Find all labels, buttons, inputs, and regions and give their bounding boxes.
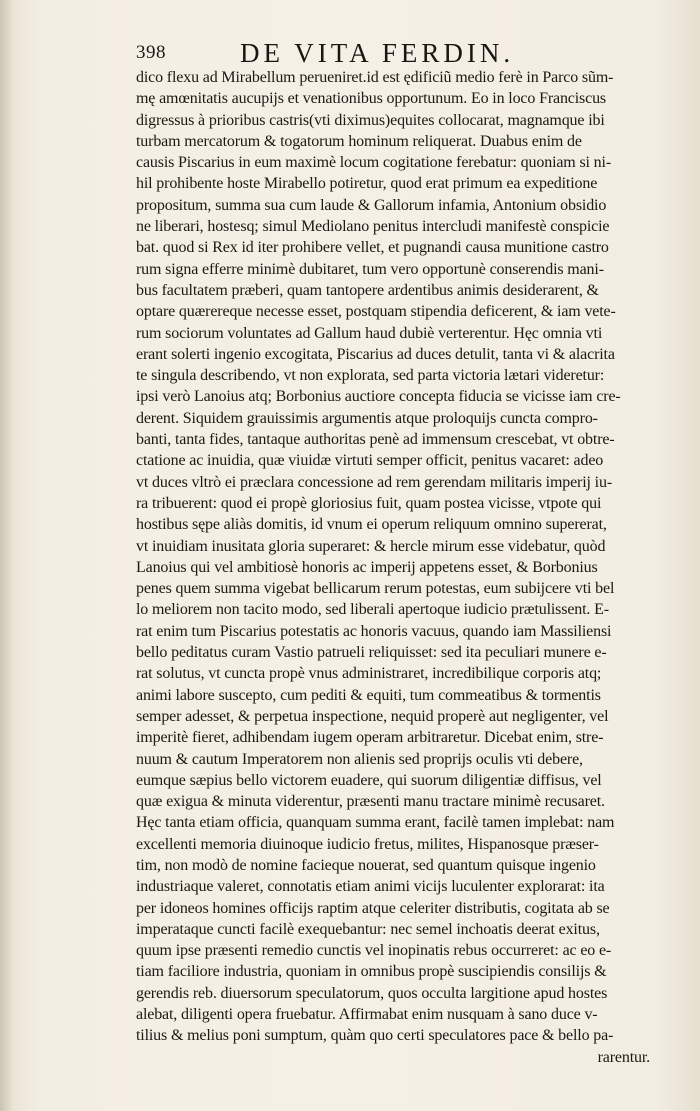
text-line: bello peditatus curam Vastio patrueli reliquisset: sed ita peculiari munere e-: [136, 644, 607, 662]
text-line: gerendis reb. diuersorum speculatorum, quos occulta largitione apud hostes: [136, 984, 608, 1002]
text-line: hil prohibente hoste Mirabello potiretur, quod erat primum ea expeditione: [136, 175, 598, 193]
text-line: tiam faciliore industria, quoniam in omnibus propè suscipiendis consilijs &: [136, 963, 607, 981]
gutter-shadow: [0, 0, 14, 1111]
text-line: rum sociorum voluntates ad Gallum haud dubiè verterentur. Hęc omnia vti: [136, 324, 603, 342]
text-line: rat enim tum Piscarius potestatis ac honoris vacuus, quando iam Massiliensi: [136, 622, 612, 640]
text-line: dico flexu ad Mirabellum perueniret.id est ędificiũ medio ferè in Parco sũm-: [136, 69, 614, 86]
text-line: Lanoius qui vel ambitiosè honoris ac imperij appetens esset, & Borbonius: [136, 558, 598, 576]
text-line: propositum, summa sua cum laude & Gallorum infamia, Antonium obsidio: [136, 196, 607, 214]
text-line: ipsi verò Lanoius atq; Borbonius auctiore concepta fiducia se vicisse iam cre-: [136, 388, 621, 406]
text-line: nuum & cautum Imperatorem non alienis sed proprijs oculis vti debere,: [136, 750, 583, 768]
text-line: tim, non modò de nomine facieque nouerat, sed quantum quisque ingenio: [136, 856, 596, 874]
text-line: rum signa efferre minimè dubitaret, tum vero opportunè conserendis mani-: [136, 260, 604, 278]
text-line: ctatione ac inuidia, quæ viuidæ virtuti semper officit, penitus vacaret: adeo: [136, 452, 604, 470]
text-line: semper adesset, & perpetua inspectione, nequid properè aut negligenter, vel: [136, 707, 609, 725]
text-line: rat solutus, vt cuncta propè vnus administraret, incredibilique corporis atq;: [136, 665, 602, 683]
body-text: [136, 67, 656, 1068]
text-line: animi labore suscepto, cum pediti & equiti, tum commeatibus & tormentis: [136, 686, 601, 704]
text-line: mę amœnitatis aucupijs et venationibus opportunum. Eo in loco Franciscus: [136, 90, 607, 108]
text-line: Hęc tanta etiam officia, quanquam summa erant, facilè tamen implebat: nam: [136, 814, 615, 832]
text-line: excellenti memoria diuinoque iudicio fretus, milites, Hispanosque præser-: [136, 835, 599, 853]
running-head: DE VITA FERDIN.: [240, 38, 515, 68]
text-line: industriaque valeret, connotatis etiam animi vicijs luculenter explorarat: ita: [136, 878, 605, 896]
text-line: hostibus sępe aliàs domitis, id vnum ei operum reliquum omnino supererat,: [136, 516, 607, 534]
text-line: quum ipse præsenti remedio cunctis vel inopinatis rebus occurreret: ac eo e-: [136, 942, 612, 960]
text-line-last: rarentur.: [597, 1048, 650, 1066]
text-line: quæ exigua & minuta viderentur, præsenti manu tractare minimè recusaret.: [136, 793, 605, 811]
text-line: penes quem summa vigebat bellicarum rerum potestas, eum subijcere vti bel: [136, 580, 615, 598]
text-line: turbam mercatorum & togatorum hominum reliquerat. Duabus enim de: [136, 132, 582, 150]
text-line: bat. quod si Rex id iter prohibere vellet, et pugnandi causa munitione castro: [136, 239, 609, 257]
page-number: 398: [136, 42, 166, 63]
text-line: erant solerti ingenio excogitata, Piscarius ad duces detulit, tanta vi & alacrita: [136, 345, 615, 363]
text-line: eumque sæpius bello victorem euadere, qui suorum diligentiæ diffisus, vel: [136, 771, 602, 789]
text-line: lo meliorem non tacito modo, sed liberali apertoque iudicio prætulissent. E-: [136, 601, 609, 619]
text-line: bus facultatem præberi, quam tantopere ardentibus animis desiderarent, &: [136, 281, 599, 299]
text-line: alebat, diligenti opera fruebatur. Affirmabat enim nusquam à sano duce v-: [136, 1006, 598, 1024]
text-line: imperataque cuncti facilè exequebantur: nec semel inchoatis deerat exitus,: [136, 920, 600, 938]
text-line: vt duces vltrò ei præclara concessione ad rem gerendam militaris imperij iu-: [136, 473, 612, 491]
text-line: causis Piscarius in eum maximè locum cogitatione ferebatur: quoniam si ni-: [136, 154, 612, 172]
text-line: digressus à prioribus castris(vti diximus)equites collocarat, magnamque ibi: [136, 111, 605, 129]
text-line: derent. Siquidem grauissimis argumentis atque proloquijs cuncta compro-: [136, 409, 598, 427]
text-line: per idoneos homines officijs raptim atque celeriter distributis, cogitata ab se: [136, 899, 610, 917]
text-line: ra tribuerent: quod ei propè gloriosius fuit, quam postea vicisse, vtpote qui: [136, 494, 602, 512]
text-line: ne liberari, hostesq; simul Mediolano penitus intercludi manifestè conspicie: [136, 218, 610, 236]
text-line: tilius & melius poni sumptum, quàm quo certi speculatores pace & bello pa-: [136, 1027, 614, 1045]
text-line: te singula describendo, vt non explorata, sed parta victoria lætari videretur:: [136, 367, 605, 385]
text-line: banti, tanta fides, tantaque authoritas penè ad immensum crescebat, vt obtre-: [136, 431, 615, 449]
text-line: optare quærereque necesse esset, postquam stipendia deficerent, & iam vete-: [136, 303, 616, 321]
page-header: [136, 38, 556, 68]
text-line: vt inuidiam inusitata gloria superaret: & hercle mirum esse videbatur, quòd: [136, 537, 606, 555]
text-line: imperitè fieret, adhibendam iugem operam arbitraretur. Dicebat enim, stre-: [136, 729, 604, 747]
